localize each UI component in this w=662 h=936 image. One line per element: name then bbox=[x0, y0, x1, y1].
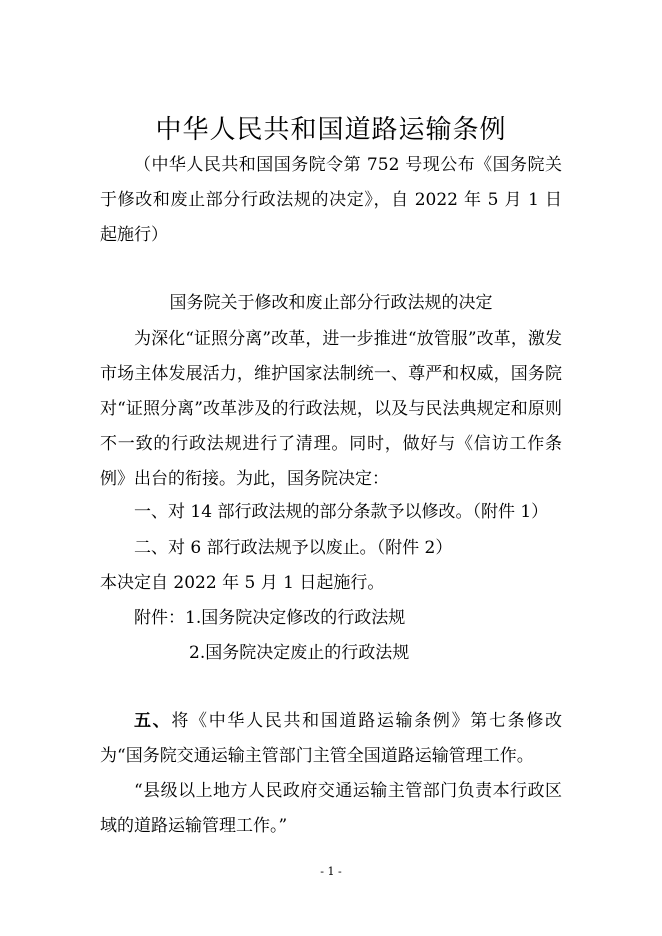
document-title: 中华人民共和国道路运输条例 bbox=[155, 115, 507, 145]
effective-date-paragraph: 本决定自 2022 年 5 月 1 日起施行。 bbox=[100, 573, 385, 593]
subtitle-note: （中华人民共和国国务院令第 752 号现公布《国务院关于修改和废止部分行政法规的决定》，自 2022 年 5 月 1 日起施行） bbox=[100, 155, 562, 245]
article-5-text: 将《中华人民共和国道路运输条例》第七条修改为“国务院交通运输主管部门主管全国道路运输管理工作。 bbox=[100, 711, 563, 766]
attachment-line-1: 附件：1.国务院决定修改的行政法规 bbox=[134, 608, 406, 628]
page-number: - 1 - bbox=[320, 865, 342, 878]
decision-item-2: 二、对 6 部行政法规予以废止。（附件 2） bbox=[134, 538, 453, 558]
article-5-label: 五、 bbox=[134, 711, 172, 731]
decision-title: 国务院关于修改和废止部分行政法规的决定 bbox=[169, 293, 493, 313]
decision-item-1: 一、对 14 部行政法规的部分条款予以修改。（附件 1） bbox=[134, 502, 549, 522]
article-5-quote: “县级以上地方人民政府交通运输主管部门负责本行政区域的道路运输管理工作。” bbox=[100, 781, 562, 836]
intro-paragraph: 为深化“证照分离”改革，进一步推进“放管服”改革，激发市场主体发展活力，维护国家法制统一、尊严和权威，国务院对“证照分离”改革涉及的行政法规，以及与民法典规定和原则不一致的行政法规进行了清理。同时，做好与《信访工作条例》出台的衔接。为此，国务院决定： bbox=[100, 329, 562, 489]
attachment-line-2: 2.国务院决定废止的行政法规 bbox=[189, 643, 410, 663]
article-5-paragraph bbox=[100, 704, 562, 774]
